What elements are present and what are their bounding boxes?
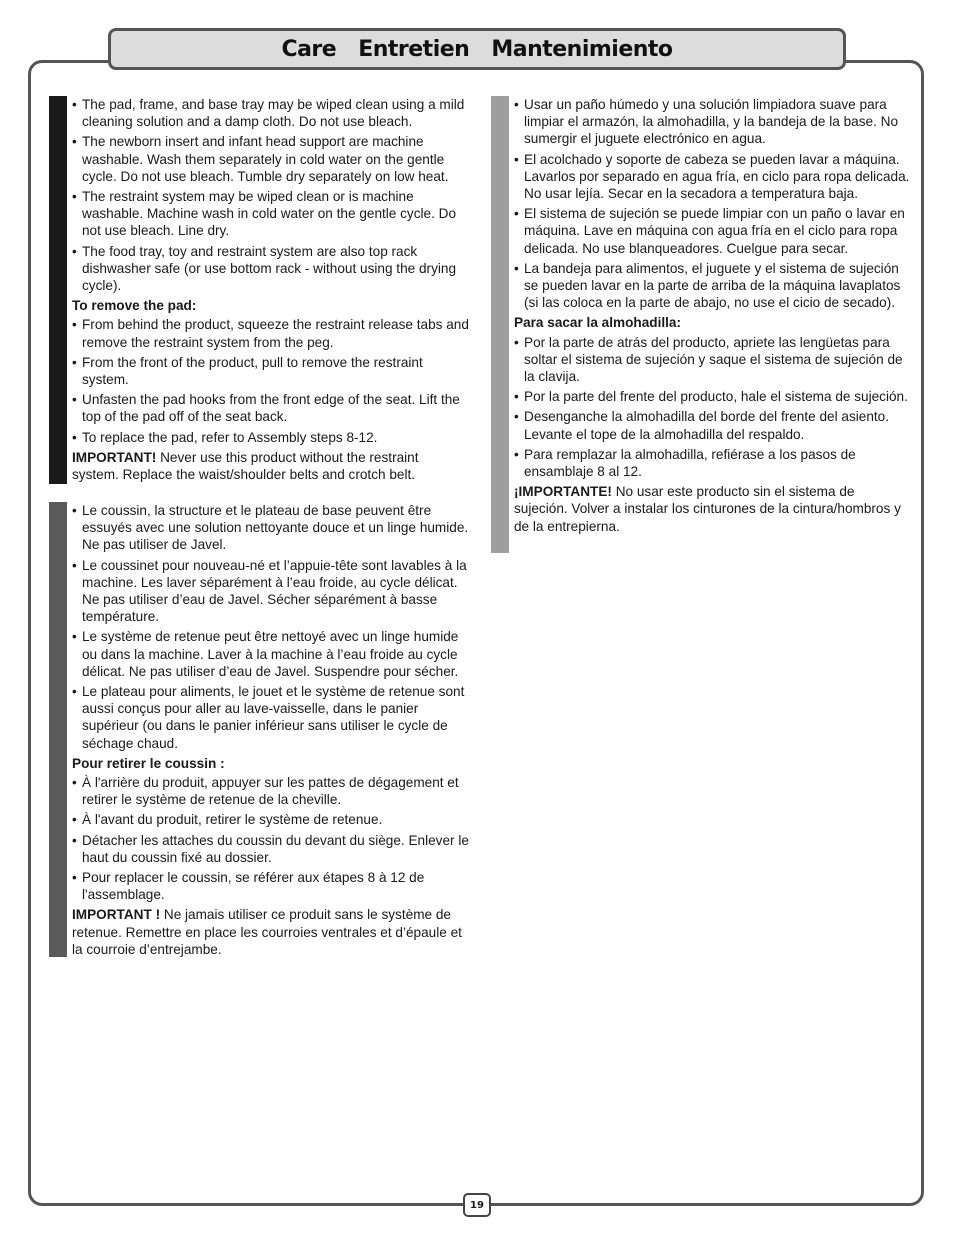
french-subhead: Pour retirer le coussin : <box>72 755 225 771</box>
spanish-step: • Por la parte del frente del producto, hale el sistema de sujeción. <box>514 388 910 405</box>
french-bullet: • Le coussin, la structure et le plateau de base peuvent être essuyés avec une solution nettoyante douce et un linge humide. Ne pas utiliser de Javel. <box>72 502 469 554</box>
english-important <box>72 449 469 483</box>
french-bullet: • Le système de retenue peut être nettoyé avec un linge humide ou dans la machine. Laver à la machine à l’eau froide au cycle délicat. Ne pas utiliser d’eau de Javel. Suspendre pour sécher. <box>72 628 469 680</box>
language-bar-spanish <box>491 96 509 553</box>
language-bar-french <box>49 502 67 957</box>
english-text <box>72 96 469 483</box>
french-step: • À l'avant du produit, retirer le système de retenue. <box>72 811 469 828</box>
title-mantenimiento: Mantenimiento <box>491 36 673 62</box>
english-step: • To replace the pad, refer to Assembly steps 8-12. <box>72 429 469 446</box>
english-step: • Unfasten the pad hooks from the front edge of the seat. Lift the top of the pad off of the seat back. <box>72 391 469 425</box>
french-step: • À l'arrière du produit, appuyer sur les pattes de dégagement et retirer le système de retenue de la cheville. <box>72 774 469 808</box>
spanish-bullet: • El acolchado y soporte de cabeza se pueden lavar a máquina. Lavarlos por separado en agua fría, en ciclo para ropa delicada. No usar lejía. Secar en la secadora a temperatura baja. <box>514 151 910 203</box>
spanish-text <box>514 96 910 535</box>
english-bullet: • The food tray, toy and restraint system are also top rack dishwasher safe (or use bottom rack - without using the drying cycle). <box>72 243 469 295</box>
french-text <box>72 502 469 958</box>
french-step: • Pour replacer le coussin, se référer aux étapes 8 à 12 de l'assemblage. <box>72 869 469 903</box>
french-bullet: • Le coussinet pour nouveau-né et l’appuie-tête sont lavables à la machine. Les laver séparément à l’eau froide, au cycle délicat. Ne pas utiliser d’eau de Javel. Sécher séparément à basse température. <box>72 557 469 626</box>
french-step: • Détacher les attaches du coussin du devant du siège. Enlever le haut du coussin fixé au dossier. <box>72 832 469 866</box>
french-section <box>49 502 469 957</box>
english-bullet: • The pad, frame, and base tray may be wiped clean using a mild cleaning solution and a damp cloth. Do not use bleach. <box>72 96 469 130</box>
spanish-section <box>491 96 911 553</box>
french-bullet: • Le plateau pour aliments, le jouet et le système de retenue sont aussi conçus pour aller au lave-vaisselle, dans le panier supérieur (ou dans le panier inférieur sans utiliser le cycle de séchage chaud. <box>72 683 469 752</box>
french-important-text: Ne jamais utiliser ce produit sans le système de retenue. Remettre en place les courroies ventrales et d’épaule et la courroie d’entrejambe. <box>72 907 462 957</box>
english-important-label: IMPORTANT! <box>72 449 157 465</box>
french-important <box>72 906 469 958</box>
english-step: • From behind the product, squeeze the restraint release tabs and remove the restraint system from the peg. <box>72 316 469 350</box>
spanish-bullet: • El sistema de sujeción se puede limpiar con un paño o lavar en máquina. Lave en máquina con agua fría en el ciclo para ropa delicada. No use blanqueadores. Cuelgue para secar. <box>514 205 910 257</box>
spanish-subhead: Para sacar la almohadilla: <box>514 315 681 331</box>
language-bar-english <box>49 96 67 484</box>
spanish-step: • Desenganche la almohadilla del borde del frente del asiento. Levante el tope de la almohadilla del respaldo. <box>514 408 910 442</box>
english-subhead: To remove the pad: <box>72 298 197 314</box>
page-number: 19 <box>463 1193 491 1217</box>
spanish-bullet: • La bandeja para alimentos, el juguete y el sistema de sujeción se pueden lavar en la parte de arriba de la máquina lavaplatos (si las coloca en la parte de abajo, no use el cicio de secado). <box>514 260 910 312</box>
title-care: Care <box>281 36 337 62</box>
english-bullet: • The restraint system may be wiped clean or is machine washable. Machine wash in cold water on the gentle cycle. Do not use bleach. Line dry. <box>72 188 469 240</box>
english-step: • From the front of the product, pull to remove the restraint system. <box>72 354 469 388</box>
spanish-bullet: • Usar un paño húmedo y una solución limpiadora suave para limpiar el armazón, la almohadilla, y la bandeja de la base. No sumergir el juguete electrónico en agua. <box>514 96 910 148</box>
french-important-label: IMPORTANT ! <box>72 907 161 923</box>
spanish-step: • Por la parte de atrás del producto, apriete las lengüetas para soltar el sistema de sujeción y saque el sistema de sujeción de la clavija. <box>514 334 910 386</box>
spanish-step: • Para remplazar la almohadilla, refiérase a los pasos de ensamblaje 8 al 12. <box>514 446 910 480</box>
english-bullet: • The newborn insert and infant head support are machine washable. Wash them separately in cold water on the gentle cycle. Do not use bleach. Tumble dry separately on low heat. <box>72 133 469 185</box>
english-important-text: Never use this product without the restraint system. Replace the waist/shoulder belts and crotch belt. <box>72 449 419 483</box>
title-entretien: Entretien <box>358 36 470 62</box>
english-section <box>49 96 469 484</box>
spanish-important-label: ¡IMPORTANTE! <box>514 484 612 500</box>
spanish-important <box>514 483 910 535</box>
title-bar <box>108 28 846 70</box>
spanish-important-text: No usar este producto sin el sistema de sujeción. Volver a instalar los cinturones de la cintura/hombros y de la entrepierna. <box>514 484 901 534</box>
